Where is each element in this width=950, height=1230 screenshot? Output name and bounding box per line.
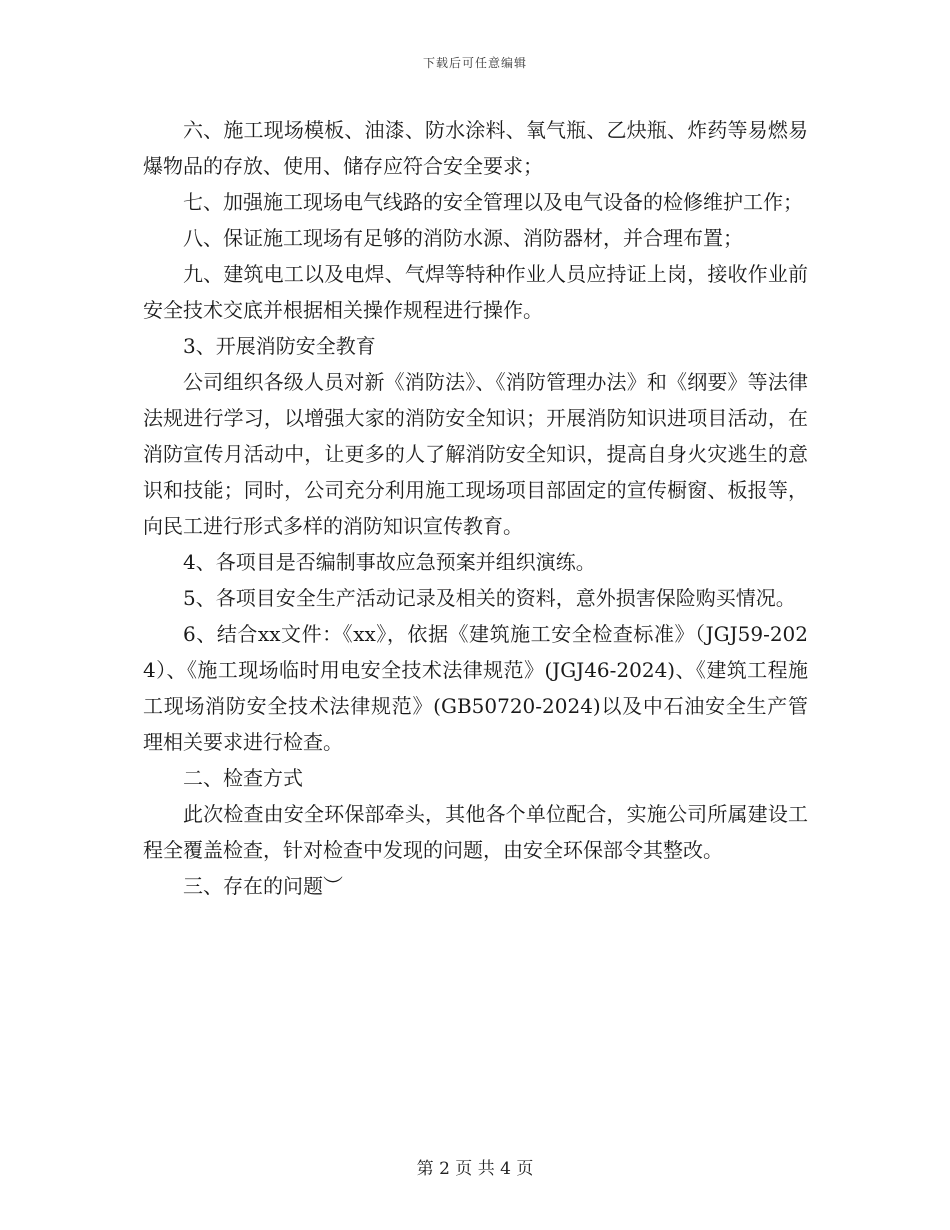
paragraph-item-7: 七、加强施工现场电气线路的安全管理以及电气设备的检修维护工作； (183, 190, 803, 214)
paragraph-inspection-method: 此次检查由安全环保部牵头，其他各个单位配合，实施公司所属建设工程全覆盖检查，针对检查中发现的问题，由安全环保部令其整改。 (143, 802, 808, 862)
paragraph-point-5: 5、各项目安全生产活动记录及相关的资料，意外损害保险购买情况。 (183, 586, 796, 610)
page-header: 下载后可任意编辑 (422, 56, 527, 70)
paragraph-point-6: 6、结合xx文件：《xx》，依据《建筑施工安全检查标准》（JGJ59-2024）、《施工现场临时用电安全技术法律规范》(JGJ46-2024)、《建筑工程施工现场消防安全技术法律规范》(GB50720-2024)以及中石油安全生产管理相关要求进行检查。 (143, 622, 808, 754)
section-heading-inspection-method: 二、检查方式 (183, 766, 303, 790)
paragraph-item-8: 八、保证施工现场有足够的消防水源、消防器材，并合理布置； (183, 226, 743, 250)
section-heading-existing-problems: 三、存在的问题︶ (183, 874, 343, 898)
paragraph-point-4: 4、各项目是否编制事故应急预案并组织演练。 (183, 550, 596, 574)
paragraph-item-6: 六、施工现场模板、油漆、防水涂料、氧气瓶、乙炔瓶、炸药等易燃易爆物品的存放、使用、储存应符合安全要求； (143, 118, 808, 178)
paragraph-fire-education: 公司组织各级人员对新《消防法》、《消防管理办法》和《纲要》等法律法规进行学习，以增强大家的消防安全知识；开展消防知识进项目活动，在消防宣传月活动中，让更多的人了解消防安全知识，提高自身火灾逃生的意识和技能；同时，公司充分利用施工现场项目部固定的宣传橱窗、板报等，向民工进行形式多样的消防知识宣传教育。 (143, 370, 808, 538)
section-heading-fire-education: 3、开展消防安全教育 (183, 334, 376, 358)
document-body (143, 112, 808, 904)
page-footer: 第 2 页 共 4 页 (416, 1159, 534, 1179)
paragraph-item-9: 九、建筑电工以及电焊、气焊等特种作业人员应持证上岗，接收作业前安全技术交底并根据相关操作规程进行操作。 (143, 262, 808, 322)
